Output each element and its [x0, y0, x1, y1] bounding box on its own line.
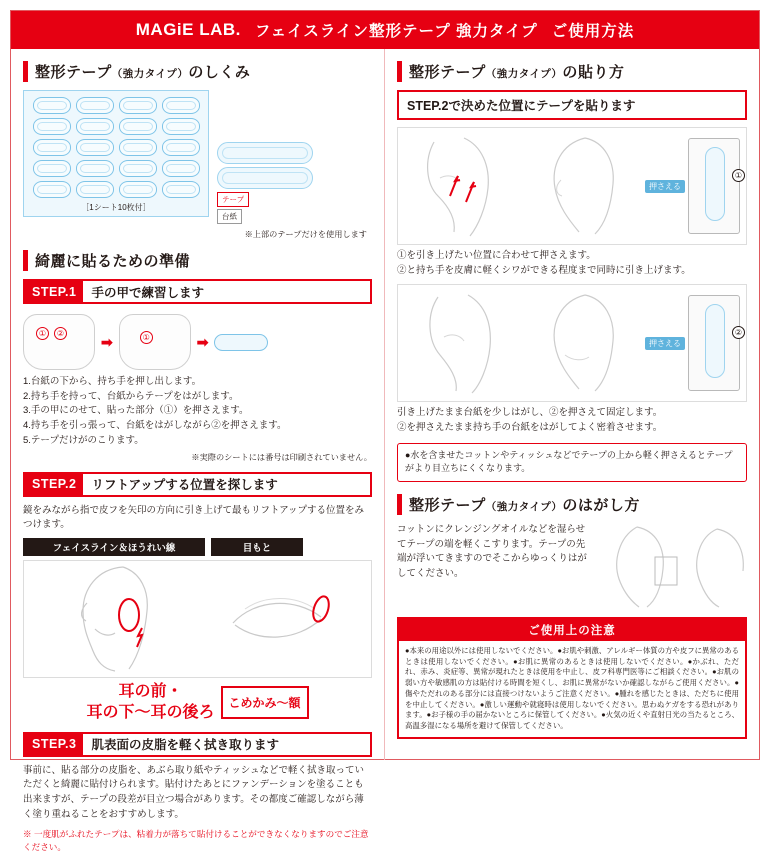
- tape-sheet: [23, 90, 209, 217]
- removal-title-small: （強力タイプ）: [486, 501, 563, 513]
- hand-practice-illustration: [23, 311, 372, 373]
- tape-piece: [76, 118, 114, 135]
- tape-on-card: [705, 147, 725, 221]
- section-bar-icon: [23, 250, 28, 271]
- apply-illustration-2: [397, 284, 747, 402]
- tape-row: [30, 181, 202, 198]
- step1-tag: STEP.1: [25, 281, 83, 302]
- instruction-sheet: [10, 10, 760, 760]
- tape-piece: [119, 118, 157, 135]
- tape-piece: [33, 160, 71, 177]
- face-profile-illustration: [53, 563, 168, 675]
- removal-description: コットンにクレンジングオイルなどを湿らせてテープの端を軽くこすります。テープの先端が浮いてきますのでそこからゆっくりはがしてください。: [397, 523, 589, 582]
- section-bar-icon: [23, 61, 28, 82]
- marker-2-icon: ②: [54, 327, 67, 340]
- apply-line-4: ②を押さえたまま持ち手の台紙をはがしてよく密着させます。: [397, 421, 747, 436]
- arrow-right-icon: ➡: [101, 334, 113, 351]
- caution-heading: ご使用上の注意: [399, 619, 745, 641]
- apply-line-3: 引き上げたまま台紙を少しはがし、②を押さえて固定します。: [397, 406, 747, 421]
- tape-piece: [162, 160, 200, 177]
- header-subtitle: ご使用方法: [552, 19, 635, 41]
- left-column: [11, 49, 385, 760]
- section-title-apply: [409, 61, 624, 82]
- section-title-part1: 整形テープ: [35, 64, 112, 81]
- hand-back-illustration-2: [119, 314, 191, 370]
- area-result-row: [23, 682, 372, 724]
- tape-card-2: [688, 295, 740, 391]
- apply-line-2: ②と持ち手を皮膚に軽くシワができる程度まで同時に引き上げます。: [397, 264, 747, 279]
- step2-text: リフトアップする位置を探します: [83, 475, 285, 493]
- step2-description: 鏡をみながら指で皮フを矢印の方向に引き上げて最もリフトアップする位置をみつけます。: [23, 504, 372, 533]
- press-label-2: 押さえる: [645, 337, 685, 350]
- sheet-caption: ［1シート10枚付］: [30, 202, 202, 213]
- section-heading-structure: [23, 61, 372, 82]
- tape-row: [30, 118, 202, 135]
- removal-title-part2: のはがし方: [562, 497, 640, 514]
- face-profile-illustration-2: [535, 134, 635, 238]
- step1-instructions: [23, 375, 372, 449]
- band-faceline: フェイスライン＆ほうれい線: [23, 538, 205, 556]
- apply-banner: STEP.2で決めた位置にテープを貼ります: [397, 90, 747, 120]
- badge-2: ②: [732, 326, 745, 339]
- tape-card-1: [688, 138, 740, 234]
- right-column: [385, 49, 759, 760]
- step2-tag: STEP.2: [25, 474, 83, 495]
- tape-piece: [119, 181, 157, 198]
- tape-piece: [76, 181, 114, 198]
- step1-banner: [23, 279, 372, 304]
- tape-piece: [33, 139, 71, 156]
- step3-tag: STEP.3: [25, 734, 83, 755]
- label-tape: テープ: [217, 192, 249, 207]
- tape-piece: [119, 160, 157, 177]
- step1-line-5: 5.テープだけがのこります。: [23, 434, 372, 449]
- section-title-small1: （強力タイプ）: [112, 68, 189, 80]
- arrow-right-icon: ➡: [197, 334, 209, 351]
- tape-row: [30, 139, 202, 156]
- step2-banner: [23, 472, 372, 497]
- page-header: [11, 11, 759, 49]
- press-callout-1: [645, 138, 740, 234]
- section-title-preparation: 綺麗に貼るための準備: [35, 250, 190, 271]
- tape-detail-shape: [217, 142, 313, 164]
- removal-content: [397, 523, 747, 609]
- section-title-removal: [409, 494, 640, 515]
- apply-tip-text: ●水を含ませたコットンやティッシュなどでテープの上から軽く押さえるとテープがより目立ちにくくなります。: [405, 450, 732, 474]
- hand-back-illustration: [23, 314, 95, 370]
- hand-peeling-backing-illustration: [404, 289, 524, 397]
- tape-sheet-illustration: [23, 90, 372, 240]
- apply-instructions-1: [397, 249, 747, 278]
- section-heading-removal: [397, 494, 747, 515]
- caution-body: ●本来の用途以外には使用しないでください。●お肌や刺激、アレルギー体質の方や皮フに異常のあるときは使用しないでください。●お肌に異常のあるときは使用しないでください。●かぶれ、ただれ、赤み、炎症等、異常が現れたときは使用を中止し、皮フ科専門医等にご相談ください。●お肌の弱い方や敏感肌の方は貼付ける時間を短くし、お肌に異常がないか確認しながらご使用ください。●傷やただれのある部分には直接つけないようご注意ください。●腫れを感じたときは、ただちに使用を中止してください。●激しい運動や就寝時は使用しないでください。思わぬケガをする恐れがあります。●お子様の手の届かないところに保管してください。●火気の近くや直射日光の当たるところ、高温多湿になる場所を避けて保管してください。: [399, 641, 745, 737]
- marker-1-icon: ①: [36, 327, 49, 340]
- apply-title-part1: 整形テープ: [409, 64, 486, 81]
- content-columns: [11, 49, 759, 760]
- apply-tip: [397, 443, 747, 482]
- step1-line-4: 4.持ち手を引っ張って、台紙をはがしながら②を押さえます。: [23, 419, 372, 434]
- tape-backing-shape: [217, 167, 313, 189]
- step1-note: ※実際のシートには番号は印刷されていません。: [23, 452, 372, 463]
- callout-backing: [217, 209, 367, 226]
- removal-title-part1: 整形テープ: [409, 497, 486, 514]
- press-callout-2: [645, 295, 740, 391]
- step1-line-2: 2.持ち手を持って、台紙からテープをはがします。: [23, 390, 372, 405]
- area-label-temple: こめかみ～額: [221, 686, 309, 719]
- face-profile-illustration-3: [535, 291, 635, 395]
- step1-text: 手の甲で練習します: [83, 283, 212, 301]
- sheet-note: ※上部のテープだけを使用します: [217, 229, 367, 240]
- removal-illustration: [597, 523, 747, 609]
- tape-piece: [162, 181, 200, 198]
- tape-row: [30, 160, 202, 177]
- apply-line-1: ①を引き上げたい位置に合わせて押さえます。: [397, 249, 747, 264]
- eye-area-illustration: [225, 569, 343, 669]
- section-heading-preparation: [23, 250, 372, 271]
- tape-detail-callout: [217, 90, 367, 240]
- tape-piece: [33, 97, 71, 114]
- section-bar-icon: [397, 61, 402, 82]
- step3-banner: [23, 732, 372, 757]
- badge-1: ①: [732, 169, 745, 182]
- step1-line-3: 3.手の甲にのせて、貼った部分（①）を押さえます。: [23, 404, 372, 419]
- tape-piece: [162, 118, 200, 135]
- section-heading-apply: [397, 61, 747, 82]
- apply-title-part2: の貼り方: [562, 64, 624, 81]
- area-band-row: [23, 538, 372, 556]
- area-label-ear-line1: 耳の前・: [86, 682, 214, 703]
- tape-result-illustration: [214, 334, 268, 351]
- area-label-ear-line2: 耳の下～耳の後ろ: [86, 703, 214, 724]
- tape-piece: [162, 139, 200, 156]
- hand-lifting-face-illustration: [404, 132, 524, 240]
- tape-piece: [76, 139, 114, 156]
- brand-logo: MAGiE LAB.: [136, 20, 241, 40]
- callout-tape: [217, 192, 367, 209]
- tape-piece: [33, 181, 71, 198]
- apply-instructions-2: [397, 406, 747, 435]
- tape-sheet-rows: [30, 97, 202, 198]
- step3-warning: ※ 一度肌がふれたテープは、粘着力が落ちて貼付けることができなくなりますのでご注意ください。: [23, 828, 372, 854]
- step1-line-1: 1.台紙の下から、持ち手を押し出します。: [23, 375, 372, 390]
- marker-1-icon: ①: [140, 331, 153, 344]
- caution-block: [397, 617, 747, 739]
- apply-title-small: （強力タイプ）: [486, 68, 563, 80]
- tape-row: [30, 97, 202, 114]
- step3-text: 肌表面の皮脂を軽く拭き取ります: [83, 735, 287, 753]
- press-label-1: 押さえる: [645, 180, 685, 193]
- section-title-part2: のしくみ: [188, 64, 250, 81]
- section-bar-icon: [397, 494, 402, 515]
- tape-on-card: [705, 304, 725, 378]
- step3-description: 事前に、貼る部分の皮脂を、あぶら取り紙やティッシュなどで軽く拭き取っていただくと綺麗に貼付けられます。貼付けたあとにファンデーションを塗ることも出来ますが、テープの段差が目立つ場合があります。その都度ご確認しながら薄く塗り重ねることをおすすめします。: [23, 764, 372, 823]
- tape-piece: [162, 97, 200, 114]
- label-backing: 台紙: [217, 209, 242, 224]
- apply-illustration-1: [397, 127, 747, 245]
- area-label-ear: [86, 682, 214, 724]
- tape-piece: [119, 139, 157, 156]
- tape-piece: [33, 118, 71, 135]
- product-title: フェイスライン整形テープ 強力タイプ: [255, 19, 538, 41]
- band-eyes: 目もと: [211, 538, 303, 556]
- tape-piece: [119, 97, 157, 114]
- tape-piece: [76, 160, 114, 177]
- tape-piece: [76, 97, 114, 114]
- section-title-structure: [35, 61, 250, 82]
- face-position-illustration: [23, 560, 372, 678]
